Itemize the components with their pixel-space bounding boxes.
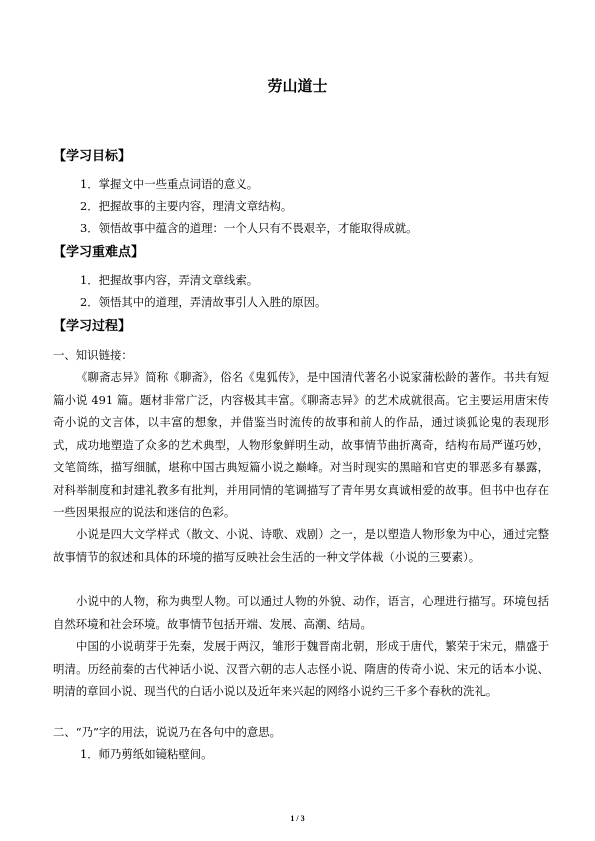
paragraph-novel-elements: 小说中的人物，称为典型人物。可以通过人物的外貌、动作，语言，心理进行描写。环境包括自然环境和社会环境。故事情节包括开端、发展、高潮、结局。 <box>53 594 549 631</box>
part1-heading: 一、知识链接： <box>53 348 133 362</box>
objective-item: 1．掌握文中一些重点词语的意义。 <box>80 177 259 191</box>
objective-item: 3．领悟故事中蕴含的道理：一个人只有不畏艰辛，才能取得成就。 <box>80 221 418 235</box>
part2-item: 1．师乃剪纸如镜粘壁间。 <box>80 747 213 761</box>
objective-item: 2．把握故事的主要内容，理清文章结构。 <box>80 199 293 213</box>
key-point-item: 1．把握故事内容，弄清文章线索。 <box>80 273 259 287</box>
page-number: 1 / 3 <box>290 814 305 823</box>
section-heading-key-points: 【学习重难点】 <box>53 245 145 260</box>
document-title: 劳山道士 <box>267 77 328 95</box>
paragraph-liaozhai: 《聊斋志异》简称《聊斋》，俗名《鬼狐传》，是中国清代著名小说家蒲松龄的著作。书共有短篇小说 491 篇。题材非常广泛，内容极其丰富。《聊斋志异》的艺术成就很高。它主要运用唐宋传奇小说的文言体，以丰富的想象，并借鉴当时流传的故事和前人的作品，通过谈狐论鬼的表现形式，成功地塑造了众多的艺术典型，人物形象鲜明生动，故事情节曲折离奇，结构布局严谨巧妙，文笔简练，描写细腻，堪称中国古典短篇小说之巅峰。对当时现实的黑暗和官吏的罪恶多有暴露，对科举制度和封建礼教多有批判，并用同情的笔调描写了青年男女真诚相爱的故事。但书中也存在一些因果报应的说法和迷信的色彩。 <box>53 370 549 519</box>
part2-heading: 二、“乃”字的用法，说说乃在各句中的意思。 <box>53 725 282 739</box>
section-heading-process: 【学习过程】 <box>53 319 132 334</box>
paragraph-novel-definition: 小说是四大文学样式（散文、小说、诗歌、戏剧）之一，是以塑造人物形象为中心，通过完整故事情节的叙述和具体的环境的描写反映社会生活的一种文学体裁（小说的三要素）。 <box>53 527 549 564</box>
key-point-item: 2．领悟其中的道理，弄清故事引人入胜的原因。 <box>80 295 327 309</box>
section-heading-objectives: 【学习目标】 <box>53 149 132 164</box>
paragraph-novel-history: 中国的小说萌芽于先秦，发展于两汉，雏形于魏晋南北朝，形成于唐代，繁荣于宋元，鼎盛于明清。历经前秦的古代神话小说、汉晋六朝的志人志怪小说、隋唐的传奇小说、宋元的话本小说、明清的章回小说、现当代的白话小说以及近年来兴起的网络小说约三千多个春秋的洗礼。 <box>53 639 549 698</box>
